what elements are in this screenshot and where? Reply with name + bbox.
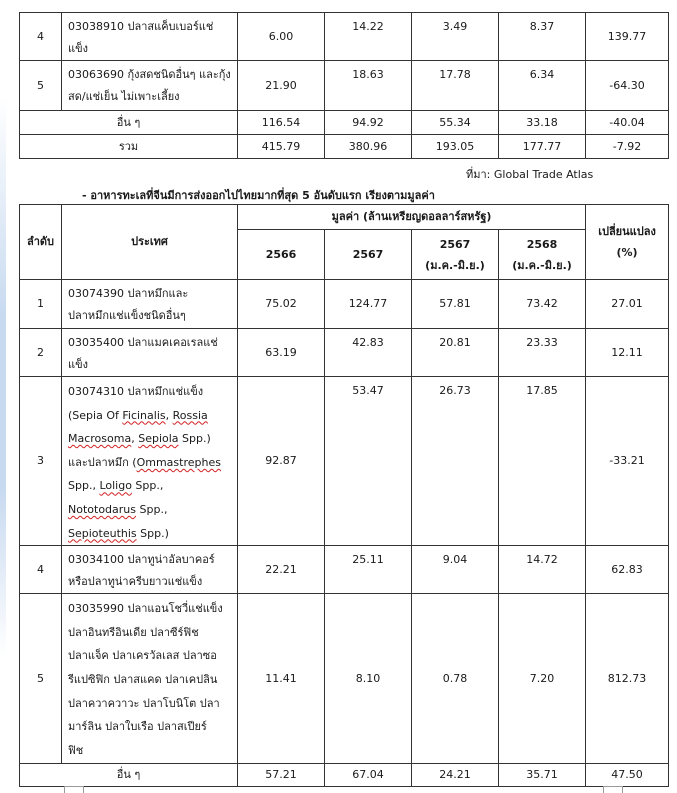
text-span: และปลาหมึก ( bbox=[68, 455, 137, 469]
value-2567-half: 55.34 bbox=[412, 111, 499, 135]
change-cell: -7.92 bbox=[586, 135, 669, 159]
rank-cell: 3 bbox=[20, 377, 62, 546]
rank-cell: 2 bbox=[20, 329, 62, 377]
value-2567: 94.92 bbox=[325, 111, 412, 135]
product-cell bbox=[62, 594, 238, 764]
product-line bbox=[68, 474, 231, 498]
spellcheck-word: Sepiola bbox=[138, 432, 179, 446]
value-2566: 75.02 bbox=[238, 280, 325, 329]
value-2568-half: 14.72 bbox=[499, 546, 586, 594]
value-2566: 415.79 bbox=[238, 135, 325, 159]
value-2567-half: 193.05 bbox=[412, 135, 499, 159]
spellcheck-word: Ommastrephes bbox=[136, 455, 221, 469]
rank-cell: 4 bbox=[20, 546, 62, 594]
product-line: 03074390 ปลาหมึกและ bbox=[68, 287, 189, 300]
value-2566: 57.21 bbox=[238, 764, 325, 787]
product-line: 03034100 ปลาทูน่าอัลบาคอร์ bbox=[68, 553, 215, 567]
value-2566: 92.87 bbox=[238, 377, 325, 546]
spellcheck-word: Ficinalis bbox=[122, 408, 166, 422]
value-2567: 25.11 bbox=[325, 546, 412, 594]
value-2566: 22.21 bbox=[238, 546, 325, 594]
change-header-unit: (%) bbox=[616, 246, 638, 259]
change-cell: 62.83 bbox=[586, 546, 669, 594]
product-line: 03035990 ปลาแอนโชวี่แช่แข็ง bbox=[68, 602, 223, 616]
product-cell: 03063690 กุ้งสดชนิดอื่นๆ และกุ้งสด/แช่เย็น ไม่เพาะเลี้ยง bbox=[62, 61, 238, 111]
exports-table bbox=[19, 204, 669, 787]
text-span: Spp., bbox=[136, 502, 168, 516]
value-2567: 42.83 bbox=[325, 329, 412, 377]
value-2567-half: 0.78 bbox=[412, 594, 499, 764]
value-2566: 116.54 bbox=[238, 111, 325, 135]
value-2566: 11.41 bbox=[238, 594, 325, 764]
product-line bbox=[68, 404, 231, 428]
product-cell: 03038910 ปลาสแค็บเบอร์แช่แข็ง bbox=[62, 13, 238, 61]
value-group-header: มูลค่า (ล้านเหรียญดอลลาร์สหรัฐ) bbox=[238, 205, 586, 230]
change-cell: -33.21 bbox=[586, 377, 669, 546]
value-2568-half: 17.85 bbox=[499, 377, 586, 546]
rank-cell: 1 bbox=[20, 280, 62, 329]
product-line bbox=[68, 498, 231, 522]
value-2567-half: 20.81 bbox=[412, 329, 499, 377]
value-2567: 124.77 bbox=[325, 280, 412, 329]
table-row bbox=[20, 594, 669, 764]
value-2567-half: 17.78 bbox=[412, 61, 499, 111]
rank-cell: 5 bbox=[20, 61, 62, 111]
spellcheck-word: Rossia bbox=[172, 408, 208, 422]
others-row bbox=[20, 111, 669, 135]
period-label: (ม.ค.-มิ.ย.) bbox=[425, 258, 485, 272]
product-line: 03035400 ปลาแมคเคอเรลแช่ bbox=[68, 336, 218, 349]
table-row bbox=[20, 329, 669, 377]
year-2566-header: 2566 bbox=[238, 230, 325, 280]
product-cell bbox=[62, 280, 238, 329]
product-cell bbox=[62, 377, 238, 546]
value-2568-half: 35.71 bbox=[499, 764, 586, 787]
value-2567: 67.04 bbox=[325, 764, 412, 787]
text-span: Spp., bbox=[131, 479, 164, 493]
year-2568-half-header bbox=[499, 230, 586, 280]
header-row bbox=[20, 205, 669, 230]
value-2568-half: 73.42 bbox=[499, 280, 586, 329]
change-cell: 812.73 bbox=[586, 594, 669, 764]
change-header-label: เปลี่ยนแปลง bbox=[598, 225, 656, 238]
table-row bbox=[20, 13, 669, 61]
value-2566: 63.19 bbox=[238, 329, 325, 377]
decorative-side-bar bbox=[0, 96, 6, 656]
spellcheck-word: Sepioteuthis bbox=[68, 526, 137, 540]
table-row bbox=[20, 61, 669, 111]
product-line bbox=[68, 522, 231, 546]
value-2567: 14.22 bbox=[325, 13, 412, 61]
value-2567-half: 57.81 bbox=[412, 280, 499, 329]
value-2567: 380.96 bbox=[325, 135, 412, 159]
year-label: 2567 bbox=[439, 237, 471, 251]
year-2567-header: 2567 bbox=[325, 230, 412, 280]
text-span: Spp., bbox=[68, 479, 100, 493]
value-2568-half: 8.37 bbox=[499, 13, 586, 61]
product-line: ปลาควาควาวะ ปลาโบนิโต ปลา bbox=[68, 696, 220, 710]
change-cell: 47.50 bbox=[586, 764, 669, 787]
value-2567-half: 9.04 bbox=[412, 546, 499, 594]
change-cell: -40.04 bbox=[586, 111, 669, 135]
total-row bbox=[20, 135, 669, 159]
value-2567-half: 3.49 bbox=[412, 13, 499, 61]
rank-cell: 4 bbox=[20, 13, 62, 61]
value-2567-half: 24.21 bbox=[412, 764, 499, 787]
product-line: 03074310 ปลาหมึกแช่แข็ง bbox=[68, 385, 204, 398]
others-label: อื่น ๆ bbox=[20, 764, 238, 787]
country-header: ประเทศ bbox=[62, 205, 238, 280]
total-label: รวม bbox=[20, 135, 238, 159]
table-row bbox=[20, 377, 669, 546]
change-cell: 139.77 bbox=[586, 13, 669, 61]
spellcheck-word: Macrosoma bbox=[68, 432, 132, 446]
product-line: ฟิช bbox=[68, 743, 84, 757]
others-label: อื่น ๆ bbox=[20, 111, 238, 135]
product-line: ปลาแจ็ค ปลาเครวัลเลส ปลาซอ bbox=[68, 649, 217, 663]
product-cell bbox=[62, 546, 238, 594]
value-2568-half: 6.34 bbox=[499, 61, 586, 111]
imports-table-continued bbox=[19, 12, 669, 159]
value-2566: 6.00 bbox=[238, 13, 325, 61]
product-line: รีแปซิฟิก ปลาสแคด ปลาเคปลิน bbox=[68, 672, 218, 686]
value-2568-half: 23.33 bbox=[499, 329, 586, 377]
value-2566: 21.90 bbox=[238, 61, 325, 111]
table-row bbox=[20, 280, 669, 329]
change-header bbox=[586, 205, 669, 280]
year-2567-half-header bbox=[412, 230, 499, 280]
value-2567: 53.47 bbox=[325, 377, 412, 546]
product-line: หรือปลาทูน่าครีบยาวแช่แข็ง bbox=[68, 575, 203, 589]
product-line: แข็ง bbox=[68, 358, 88, 371]
change-cell: 27.01 bbox=[586, 280, 669, 329]
value-2567: 8.10 bbox=[325, 594, 412, 764]
text-span: Spp.) bbox=[136, 526, 169, 540]
change-cell: -64.30 bbox=[586, 61, 669, 111]
text-span: Spp.) bbox=[178, 432, 211, 446]
text-span: , bbox=[165, 408, 173, 422]
text-span: , bbox=[131, 432, 139, 446]
period-label: (ม.ค.-มิ.ย.) bbox=[512, 258, 572, 272]
table-row bbox=[20, 546, 669, 594]
product-line bbox=[68, 427, 231, 451]
product-line: มาร์ลิน ปลาใบเรือ ปลาสเปียร์ bbox=[68, 720, 207, 734]
spellcheck-word: Nototodarus bbox=[68, 502, 136, 516]
value-2567-half: 26.73 bbox=[412, 377, 499, 546]
rank-cell: 5 bbox=[20, 594, 62, 764]
section-title: - อาหารทะเลที่จีนมีการส่งออกไปไทยมากที่สุด 5 อันดับแรก เรียงตามมูลค่า bbox=[82, 189, 435, 202]
rank-header: ลำดับ bbox=[20, 205, 62, 280]
spellcheck-word: Loligo bbox=[99, 479, 132, 493]
product-cell bbox=[62, 329, 238, 377]
text-span: (Sepia Of bbox=[68, 408, 123, 422]
change-cell: 12.11 bbox=[586, 329, 669, 377]
value-2567: 18.63 bbox=[325, 61, 412, 111]
product-line: ปลาหมึกแช่แข็งชนิดอื่นๆ bbox=[68, 309, 186, 322]
value-2568-half: 33.18 bbox=[499, 111, 586, 135]
value-2568-half: 7.20 bbox=[499, 594, 586, 764]
source-note: ที่มา: Global Trade Atlas bbox=[466, 168, 594, 181]
others-row bbox=[20, 764, 669, 787]
product-line: ปลาอินทรีอินเดีย ปลาซีร์ฟิช bbox=[68, 625, 199, 639]
year-label: 2568 bbox=[526, 237, 558, 251]
product-line bbox=[68, 451, 231, 475]
value-2568-half: 177.77 bbox=[499, 135, 586, 159]
